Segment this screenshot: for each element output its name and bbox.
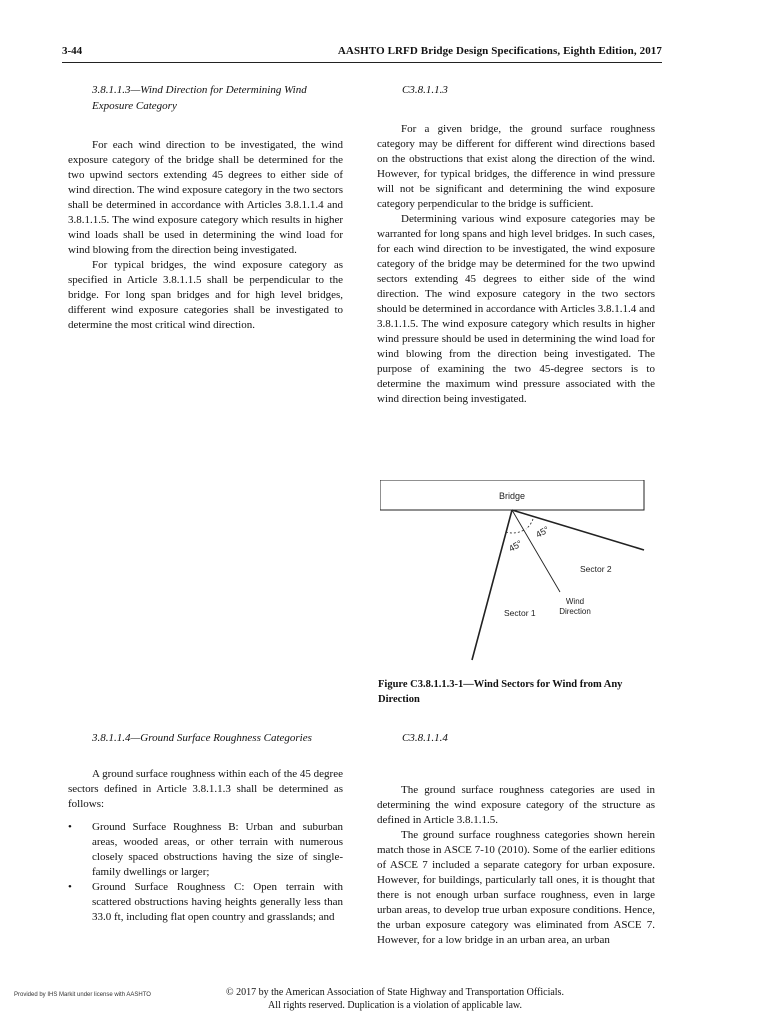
article-3-8-1-1-3: [68, 82, 343, 333]
article-heading: 3.8.1.1.4—Ground Surface Roughness Categories: [92, 732, 312, 744]
list-item-text: Ground Surface Roughness B: Urban and suburban areas, wooded areas, or other terrain with numerous closely spaced obstructions having the size of single-family dwellings or larger;: [92, 821, 343, 878]
bullet-icon: •: [68, 821, 72, 833]
bridge-label: Bridge: [498, 491, 526, 501]
angle-label-left: 45°: [507, 538, 524, 554]
commentary-c3-8-1-1-4: [377, 730, 655, 948]
article-paragraph: A ground surface roughness within each of the 45 degree sectors defined in Article 3.8.1.1.3 shall be determined as follows:: [68, 768, 343, 810]
license-note: Provided by IHS Markit under license with AASHTO: [14, 992, 151, 998]
sector-2-label: Sector 2: [580, 564, 612, 574]
wind-direction-label-line1: Wind: [565, 597, 585, 606]
angle-label-right: 45°: [534, 524, 551, 540]
sector-1-label: Sector 1: [504, 608, 536, 618]
sector-1-boundary: [472, 510, 512, 660]
figure-caption: Figure C3.8.1.1.3-1—Wind Sectors for Wind from Any Direction: [378, 679, 623, 705]
article-heading: 3.8.1.1.3—Wind Direction for Determining Wind Exposure Category: [92, 84, 307, 112]
commentary-paragraph: For a given bridge, the ground surface roughness category may be different for different wind directions based on the obstructions that exist along the direction of the wind. However, for typical bridges, the difference in wind pressure will not be significant and determining the wind exposure category perpendicular to the bridge is sufficient.: [377, 123, 655, 210]
article-body: [68, 767, 343, 925]
bullet-icon: •: [68, 881, 72, 893]
commentary-heading: C3.8.1.1.4: [402, 732, 448, 744]
commentary-paragraph: Determining various wind exposure categories may be warranted for long spans and high level bridges. In such cases, for each wind direction to be investigated, the wind exposure category of the bridge may be determined for the two upwind sectors extending 45 degrees to either side of the wind direction. The wind exposure category in the two sectors should be determined in accordance with Articles 3.8.1.1.4 and 3.8.1.1.5. The wind exposure category which results in higher wind pressure should be used in determining the wind load for wind blowing from the direction being investigated. The purpose of examining the two 45-degree sectors is to determine the maximum wind pressure associated with the wind direction being investigated.: [377, 213, 655, 405]
commentary-paragraph: The ground surface roughness categories shown herein match those in ASCE 7-10 (2010). Some of the earlier editions of ASCE 7 included a separate category for urban exposure. However, for buildings, particularly tall ones, it is thought that there is not enough urban surface roughness, even in large urban areas, to develop true urban exposure conditions. Hence, the urban exposure category was eliminated from ASCE 7. However, for a low bridge in an urban area, an urban: [377, 829, 655, 946]
list-item-text: Ground Surface Roughness C: Open terrain with scattered obstructions having heights generally less than 33.0 ft, including flat open country and grasslands; and: [92, 881, 343, 923]
commentary-paragraph: The ground surface roughness categories are used in determining the wind exposure category of the structure as defined in Article 3.8.1.1.5.: [377, 784, 655, 826]
header-rule: [62, 62, 662, 63]
wind-direction-label-line2: Direction: [559, 607, 591, 616]
copyright-line: © 2017 by the American Association of State Highway and Transportation Officials.: [226, 987, 564, 998]
article-paragraph: For each wind direction to be investigated, the wind exposure category of the bridge shall be determined for the two upwind sectors extending 45 degrees to either side of wind direction. The wind exposure category in the two sectors shall be determined in accordance with Articles 3.8.1.1.4 and 3.8.1.1.5. The wind exposure category which results in higher wind loads shall be used in determining the wind load for wind blowing from the direction being investigated.: [68, 139, 343, 256]
wind-sector-diagram: [380, 480, 660, 665]
copyright-notice: [160, 986, 630, 1012]
wind-sector-figure: [380, 480, 660, 665]
angle-arc-right: [526, 519, 533, 529]
article-paragraph: For typical bridges, the wind exposure category as specified in Article 3.8.1.1.5 shall be perpendicular to the bridge. For long span bridges and for high level bridges, different wind exposure categories shall be investigated to determine the most critical wind direction.: [68, 259, 343, 331]
angle-arc-left: [506, 530, 524, 533]
copyright-line: All rights reserved. Duplication is a violation of applicable law.: [267, 1000, 522, 1011]
page-header: [62, 44, 662, 62]
commentary-c3-8-1-1-3: [377, 82, 655, 407]
commentary-heading: C3.8.1.1.3: [402, 84, 448, 96]
list-item: [68, 820, 343, 880]
article-3-8-1-1-4: [68, 730, 343, 925]
commentary-body: [377, 122, 655, 407]
running-title: AASHTO LRFD Bridge Design Specifications, Eighth Edition, 2017: [337, 45, 662, 57]
list-item: [68, 880, 343, 925]
article-body: [68, 138, 343, 333]
page-number: 3-44: [62, 45, 83, 57]
roughness-list: [68, 820, 343, 925]
commentary-body: [377, 783, 655, 948]
